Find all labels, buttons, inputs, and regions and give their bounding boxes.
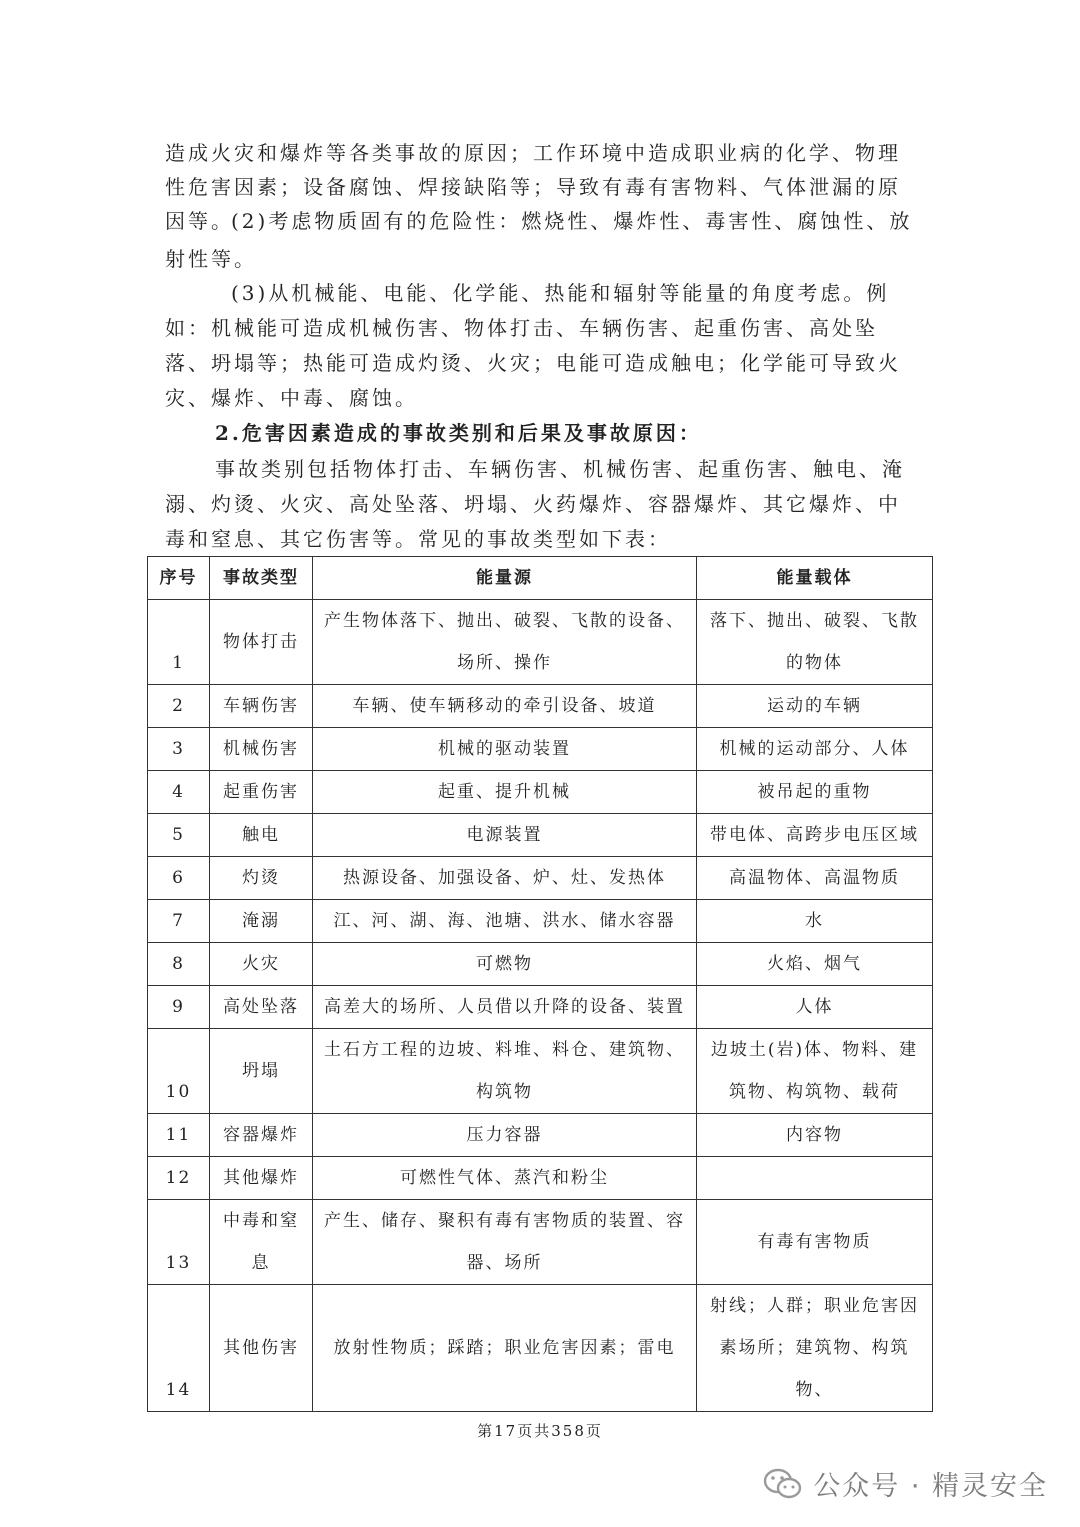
row-type: 火灾: [210, 943, 313, 986]
header-accident-type: 事故类型: [210, 557, 313, 600]
row-carrier: 射线；人群；职业危害因素场所；建筑物、构筑物、: [697, 1285, 933, 1412]
row-type: 车辆伤害: [210, 685, 313, 728]
row-carrier: 人体: [697, 986, 933, 1029]
row-source: 放射性物质；踩踏；职业危害因素；雷电: [313, 1285, 697, 1412]
row-source: 起重、提升机械: [313, 771, 697, 814]
row-no: 3: [148, 728, 210, 771]
accident-types-table: [147, 556, 933, 1412]
row-source: 高差大的场所、人员借以升降的设备、装置: [313, 986, 697, 1029]
row-source: 可燃物: [313, 943, 697, 986]
row-no: 12: [148, 1157, 210, 1200]
table-row: [148, 1114, 933, 1157]
table-header-row: [148, 557, 933, 600]
row-no: 6: [148, 857, 210, 900]
row-source: 可燃性气体、蒸汽和粉尘: [313, 1157, 697, 1200]
row-type: 容器爆炸: [210, 1114, 313, 1157]
row-carrier: 有毒有害物质: [697, 1200, 933, 1285]
paragraph-point-2: (2)考虑物质固有的危险性：燃烧性、爆炸性、毒害性、腐蚀性、放射性等。: [165, 209, 913, 271]
row-carrier: 机械的运动部分、人体: [697, 728, 933, 771]
header-energy-carrier: 能量载体: [697, 557, 933, 600]
table-row: [148, 857, 933, 900]
row-no: 7: [148, 900, 210, 943]
row-carrier: 内容物: [697, 1114, 933, 1157]
row-carrier: 边坡土(岩)体、物料、建筑物、构筑物、载荷: [697, 1029, 933, 1114]
row-source: 车辆、使车辆移动的牵引设备、坡道: [313, 685, 697, 728]
row-type: 起重伤害: [210, 771, 313, 814]
row-source: 电源装置: [313, 814, 697, 857]
row-source: 产生、储存、聚积有毒有害物质的装置、容器、场所: [313, 1200, 697, 1285]
row-source: 热源设备、加强设备、炉、灶、发热体: [313, 857, 697, 900]
row-carrier: [697, 1157, 933, 1200]
table-row: [148, 1029, 933, 1114]
table-row: [148, 685, 933, 728]
row-source: 压力容器: [313, 1114, 697, 1157]
row-carrier: 火焰、烟气: [697, 943, 933, 986]
row-type: 高处坠落: [210, 986, 313, 1029]
row-type: 触电: [210, 814, 313, 857]
table-row: [148, 1157, 933, 1200]
wechat-icon: [763, 1468, 803, 1500]
row-no: 9: [148, 986, 210, 1029]
row-no: 8: [148, 943, 210, 986]
row-type: 灼烫: [210, 857, 313, 900]
row-carrier: 运动的车辆: [697, 685, 933, 728]
row-source: 机械的驱动装置: [313, 728, 697, 771]
header-energy-source: 能量源: [313, 557, 697, 600]
row-type: 坍塌: [210, 1029, 313, 1114]
watermark: [763, 1464, 1048, 1503]
row-no: 4: [148, 771, 210, 814]
paragraph-causes: 造成火灾和爆炸等各类事故的原因；工作环境中造成职业病的化学、物理性危害因素；设备腐蚀、焊接缺陷等；导致有毒有害物料、气体泄漏的原因等。: [165, 141, 901, 233]
row-carrier: 落下、抛出、破裂、飞散的物体: [697, 600, 933, 685]
page-footer: 第17页共358页: [477, 1422, 603, 1440]
row-no: 13: [148, 1200, 210, 1285]
row-type: 其他爆炸: [210, 1157, 313, 1200]
row-no: 1: [148, 600, 210, 685]
row-type: 物体打击: [210, 600, 313, 685]
row-no: 5: [148, 814, 210, 857]
row-type: 其他伤害: [210, 1285, 313, 1412]
row-source: 土石方工程的边坡、料堆、料仓、建筑物、构筑物: [313, 1029, 697, 1114]
row-carrier: 高温物体、高温物质: [697, 857, 933, 900]
row-type: 机械伤害: [210, 728, 313, 771]
table-row: [148, 600, 933, 685]
paragraph-point-3: (3)从机械能、电能、化学能、热能和辐射等能量的角度考虑。例如：机械能可造成机械伤害、物体打击、车辆伤害、起重伤害、高处坠落、坍塌等；热能可造成灼烫、火灾；电能可造成触电；化学能可导致火灾、爆炸、中毒、腐蚀。: [165, 281, 901, 410]
table-row: [148, 814, 933, 857]
table-row: [148, 728, 933, 771]
row-carrier: 带电体、高跨步电压区域: [697, 814, 933, 857]
header-no: 序号: [148, 557, 210, 600]
row-no: 10: [148, 1029, 210, 1114]
row-carrier: 被吊起的重物: [697, 771, 933, 814]
row-source: 江、河、湖、海、池塘、洪水、储水容器: [313, 900, 697, 943]
table-row: [148, 1200, 933, 1285]
table-row: [148, 1285, 933, 1412]
row-no: 11: [148, 1114, 210, 1157]
section-heading: 2.危害因素造成的事故类别和后果及事故原因：: [215, 421, 702, 445]
row-carrier: 水: [697, 900, 933, 943]
row-source: 产生物体落下、抛出、破裂、飞散的设备、场所、操作: [313, 600, 697, 685]
table-row: [148, 771, 933, 814]
row-type: 中毒和窒息: [210, 1200, 313, 1285]
table-row: [148, 900, 933, 943]
table-row: [148, 943, 933, 986]
paragraph-accident-categories: 事故类别包括物体打击、车辆伤害、机械伤害、起重伤害、触电、淹溺、灼烫、火灾、高处坠落、坍塌、火药爆炸、容器爆炸、其它爆炸、中毒和窒息、其它伤害等。常见的事故类型如下表：: [165, 457, 905, 551]
row-no: 14: [148, 1285, 210, 1412]
watermark-text: 公众号 · 精灵安全: [813, 1471, 1048, 1502]
table-row: [148, 986, 933, 1029]
row-no: 2: [148, 685, 210, 728]
row-type: 淹溺: [210, 900, 313, 943]
